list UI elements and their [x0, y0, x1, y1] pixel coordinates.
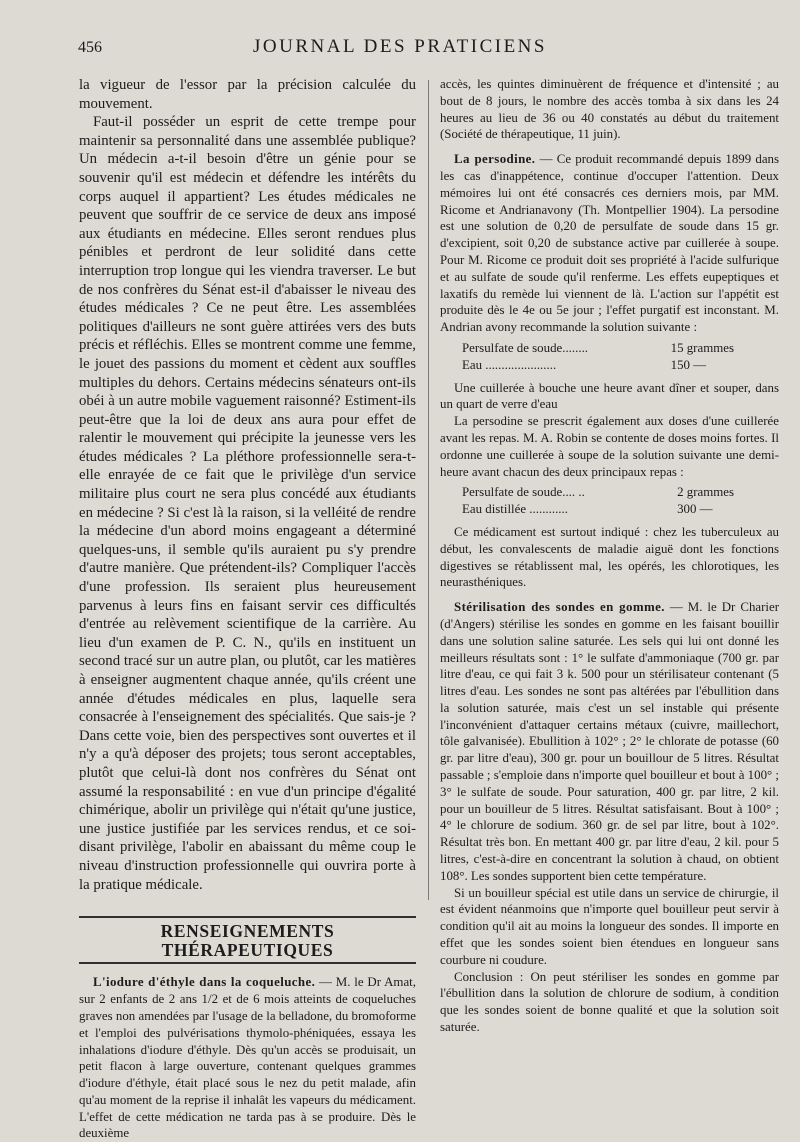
left-column	[79, 76, 416, 1142]
persodine-body: — Ce produit recommandé depuis 1899 dans les cas d'inappétence, continue d'occuper l'attention. Deux mémoires lui ont été consacrés ces derniers mois, par MM. Ricome et Andrianavony (Th. Montpellier 1904). La persodine est une solution de 0,20 de persulfate de soude dans 15 gr. d'excipient, soit 0,20 de substance active par cuillerée à soupe. Pour M. Ricome ce produit doit ses propriété à l'acide sulfurique et au sulfate de soude qu'il renferme. Les effets eupeptiques et laxatifs du remède lui viennent de là. L'action sur l'appétit est produite dès le 4e ou 5e jour ; l'effet purgatif est inconstant. M. Andrian avony recommande la solution suivante :	[440, 152, 780, 335]
persodine-paragraph-2: Une cuillerée à bouche une heure avant dîner et souper, dans un quart de verre d'eau	[440, 380, 779, 412]
recipe-1-item-1: Persulfate de soude........	[462, 340, 589, 355]
recipe-1	[462, 340, 734, 374]
sterilisation-paragraph-3: Conclusion : On peut stériliser les sondes en gomme par l'ébullition dans la solution de chlorure de sodium, à condition que les sondes soient de bonne qualité et que la solution soit saturée.	[440, 969, 779, 1035]
page-number: 456	[78, 39, 102, 56]
sterilisation-article	[440, 599, 779, 885]
column-divider	[428, 80, 429, 900]
recipe-1-item-2: Eau ......................	[462, 357, 557, 372]
left-paragraph-1: la vigueur de l'essor par la précision calculée du mouvement.	[79, 77, 416, 112]
continuation-paragraph: accès, les quintes diminuèrent de fréquence et d'intensité ; au bout de 8 jours, le nombre des accès tomba à six dans les 24 heures au lieu de 36 ou 40 constatés au début du traitement (Société de thérapeutique, 11 juin).	[440, 77, 779, 142]
recipe-2-amount-1: 2 grammes	[677, 485, 734, 500]
recipe-1-amount-2: 150 —	[670, 357, 707, 372]
persodine-paragraph-4: Ce médicament est surtout indiqué : chez les tuberculeux au début, les convalescents de maladie aiguë dont les fonctions digestives se rétablissent mal, les opérés, les chlorotiques, les neurasthéniques.	[440, 524, 779, 590]
left-paragraph-2: Faut-il posséder un esprit de cette trempe pour maintenir sa personnalité dans une assemblée publique? Un médecin a-t-il besoin d'être un génie pour se souvenir qu'il est médecin et défendre les intérêts du corps auquel il appartient? Les études médicales ne peuvent que souffrir de ce service de deux ans imposé aux étudiants en médecine. Elles seront rendues plus pénibles et perdront de leur solidité dans cette interruption trop longue qui les viendra traverser. Le but de nos confrères du Sénat est-il d'abaisser le niveau des études médicales ? Ce ne peut être. Les assemblées politiques d'ailleurs ne sont guère attirées vers des buts précis et réfléchis. Elles se montrent comme une femme, le jouet des passions du moment et cèdent aux souffles multiples du dehors. Certains médecins sénateurs ont-ils obéi à un autre mobile vaguement raisonné? Estiment-ils peut-être que la loi de deux ans aura pour effet de ralentir le mouvement qui précipite la jeunesse vers les études médicales ? La pléthore professionnelle sera-t-elle enrayée de ce fait que le privilège d'un service militaire plus court ne sera plus concédé aux étudiants en médecine ? Si c'est là la raison, si la velléité de rendre la médecine d'un abord moins engageant a déterminé quelques-uns, il semble qu'ils auraient pu s'y prendre d'autre manière. Que prétendent-ils? Compliquer l'accès d'une profession. Ils seraient plus heureusement parvenus à leurs fins en faisant servir ces difficultés d'entrée au relèvement scientifique de la carrière. Au lieu d'un examen de P. C. N., qu'ils en instituent un second tracé sur un autre plan, ou plutôt, car les matières à enseigner augmentent chaque année, qu'ils créent une année d'études médicales en plus, laquelle sera consacrée à l'enseignement des spécialités. Que sais-je ? Dans cette voie, bien des perspectives sont ouvertes et il n'y a qu'à déposer des projets; tous seront acceptables, plutôt que celui-là dont nos confrères du Sénat ont assumé la responsabilité : en vue d'un principe d'égalité chimérique, abolir un privilège qui n'était qu'une justice, une justice justifiée par les services rendus, et ce soi-disant privilège, l'abolir en abaissant du même coup le niveau d'instruction professionnelle qui ouvrira porte à la pratique médicale.	[79, 114, 416, 893]
iodure-article-heading: L'iodure d'éthyle dans la coqueluche.	[93, 975, 316, 990]
iodure-article	[79, 974, 416, 1142]
persodine-paragraph-3: La persodine se prescrit également aux doses d'une cuillerée avant les repas. M. A. Robin se contente de doses moins fortes. Il ordonne une cuillerée à soupe de la solution suivante une demi-heure avant chacun des deux principaux repas :	[440, 414, 779, 479]
recipe-2-amount-2: 300 —	[677, 502, 713, 517]
journal-title: JOURNAL DES PRATICIENS	[253, 36, 547, 57]
page-header	[0, 30, 800, 60]
section-title: RENSEIGNEMENTS THÉRAPEUTIQUES	[79, 916, 416, 964]
spacer	[440, 143, 779, 151]
recipe-1-amount-1: 15 grammes	[670, 340, 734, 355]
sterilisation-heading: Stérilisation des sondes en gomme.	[454, 600, 665, 615]
right-column	[440, 76, 779, 1036]
recipe-2-item-1: Persulfate de soude.... ..	[462, 485, 585, 500]
sterilisation-body: — M. le Dr Charier (d'Angers) stérilise les sondes en gomme en les faisant bouillir dans une solution saline saturée. Les sels qui lui ont donné les meilleurs résultats sont : 1° le sulfate d'ammoniaque (700 gr. par litre d'eau, ce qui fait 3 k. 500 pour un stérilisateur contenant (5 litres d'eau. Les sondes ne sont pas altérées par l'ébullition dans la solution saturée, mais c'est un sel instable qui présente l'inconvénient d'attaquer certains métaux (cuivre, maillechort, tôle galvanisée). Ebullition à 102° ; 2° le chlorate de potasse (60 gr. par litre d'eau), 300 gr. pour un bouillour de 5 litres. Résultat passable ; s'emploie dans n'importe quel bouilleur et bout à 100° ; 3° le sulfate de soude. Pour saturation, 400 gr. par litre, 2 kil. pour un bouilleur de 5 litres. Résultat satisfaisant. Bout à 100° ; 4° le chlorure de sodium. 360 gr. de sel par litre, bout à 102°. Résultat très bon. En mettant 400 gr. par litre d'eau, 2 kil. pour 5 litres, c'est-à-dire en concentrant la solution à chaud, on obtient 108°. Les sondes supportent bien cette température.	[440, 600, 779, 883]
iodure-article-body: — M. le Dr Amat, sur 2 enfants de 2 ans 1/2 et de 6 mois atteints de coqueluches graves non amendées par l'usage de la belladone, du bromoforme et l'emploi des pulvérisations thymolo-phéniquées, essaya les inhalations d'iodure d'éthyle. Dès qu'un accès se produisait, un petit flacon à large ouverture, contenant quelques grammes d'iodure d'éthyle, était placé sous le nez du petit malade, afin qu'au moment de la reprise il inhalât les vapeurs du médicament. L'effet de cette médication ne tarda pas à se produire. Dès le deuxième	[79, 975, 416, 1141]
spacer	[440, 591, 779, 599]
persodine-article	[440, 151, 779, 336]
sterilisation-paragraph-2: Si un bouilleur spécial est utile dans un service de chirurgie, il est évident néanmoins que n'importe quel bouilleur peut servir à condition qu'il ait au moins la longueur des sondes. Il importe en effet que les sondes soient bien étendues en longueur sans courbure ni coudure.	[440, 885, 779, 967]
recipe-2-item-2: Eau distillée ............	[462, 502, 568, 517]
recipe-2	[462, 484, 734, 518]
persodine-heading: La persodine.	[454, 152, 536, 167]
